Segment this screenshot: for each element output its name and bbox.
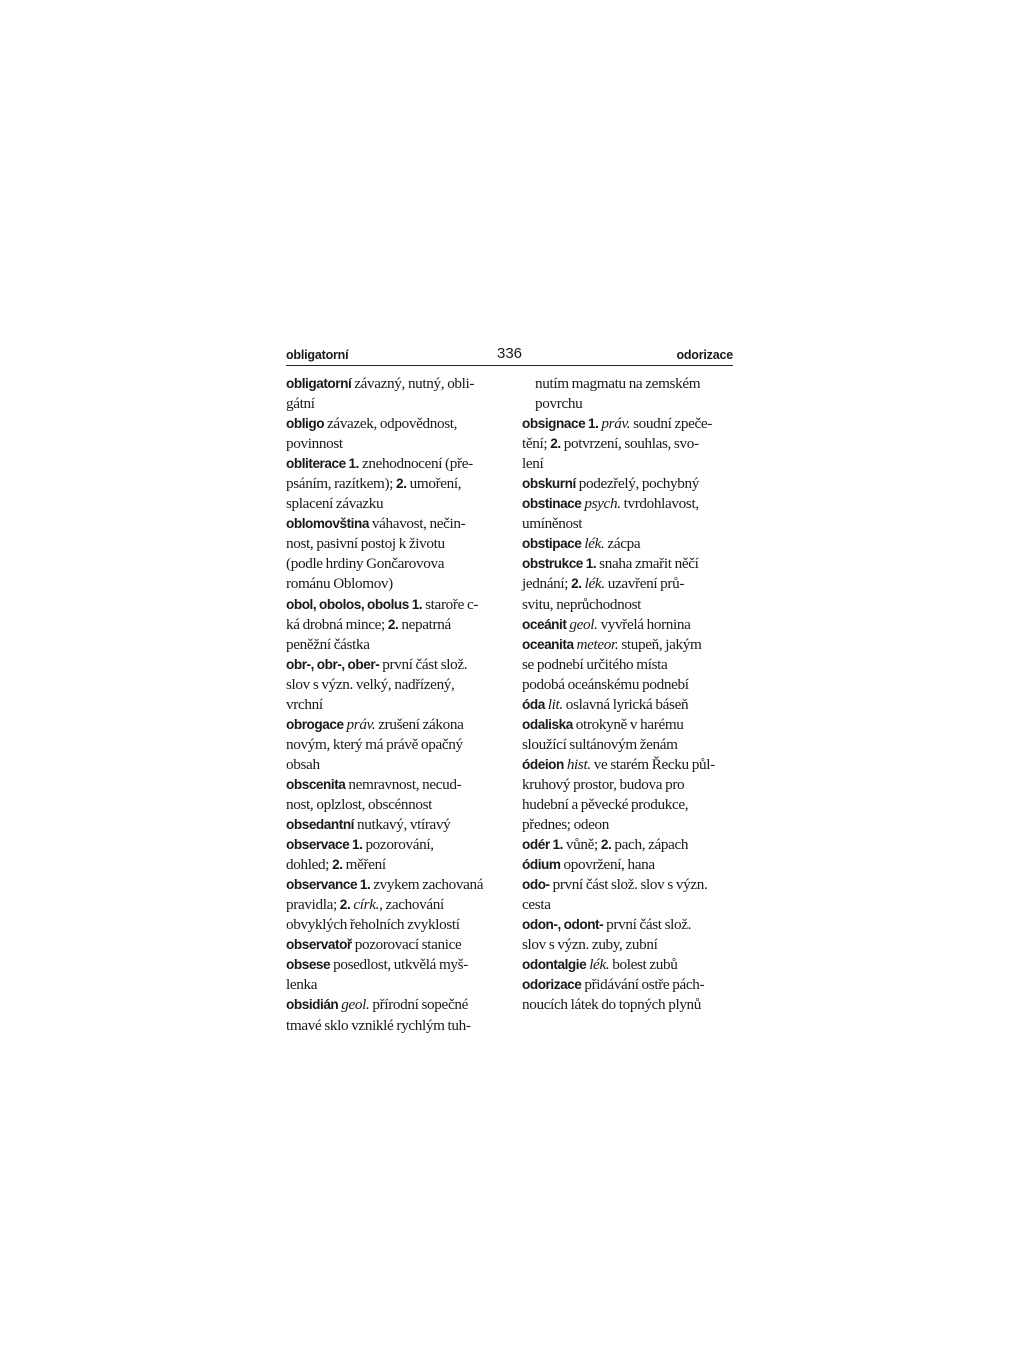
dictionary-entry [286, 715, 506, 775]
entry-line: hudební a pěvecké produkce, [522, 795, 689, 813]
dictionary-entry [286, 955, 506, 995]
dictionary-entry [522, 915, 734, 955]
entry-line: cesta [522, 896, 551, 914]
entry-line: obskurní podezřelý, pochybný [522, 475, 700, 493]
entry-line: odo- první část slož. slov s význ. [522, 876, 708, 894]
entry-line: observance 1. zvykem zachovaná [286, 876, 484, 894]
dictionary-entry [286, 835, 506, 875]
entry-line: obsignace 1. práv. soudní zpeče- [522, 415, 712, 433]
entry-line: odaliska otrokyně v harému [522, 715, 684, 733]
dictionary-entry [522, 534, 734, 554]
entry-line: oblomovština váhavost, nečin- [286, 515, 466, 533]
entry-line: tění; 2. potvrzení, souhlas, svo- [522, 435, 699, 453]
entry-line: obsese posedlost, utkvělá myš- [286, 956, 468, 974]
dictionary-entry [522, 414, 734, 474]
entry-line: obliterace 1. znehodnocení (pře- [286, 455, 473, 473]
entry-line: svitu, neprůchodnost [522, 595, 642, 613]
entry-line: obsidián geol. přírodní sopečné [286, 996, 468, 1014]
entry-line: slov s význ. velký, nadřízený, [286, 675, 455, 693]
entry-line: obr-, obr-, ober- první část slož. [286, 655, 468, 673]
entry-line: ódium opovržení, hana [522, 856, 655, 874]
entry-line: obligatorní závazný, nutný, obli- [286, 375, 475, 392]
dictionary-entry [522, 875, 734, 915]
continued-entry [522, 374, 734, 414]
entry-line: dohled; 2. měření [286, 856, 386, 874]
entry-line: tmavé sklo vzniklé rychlým tuh- [286, 1016, 471, 1034]
header-last-entry: odorizace [676, 348, 733, 362]
entry-line: sloužící sultánovým ženám [522, 735, 678, 753]
entry-line: novým, který má právě opačný [286, 735, 463, 753]
dictionary-entry [286, 935, 506, 955]
dictionary-entry [522, 715, 734, 755]
entry-line: (podle hrdiny Gončarovova [286, 555, 445, 573]
dictionary-entry [286, 815, 506, 835]
entry-line: oceánit geol. vyvřelá hornina [522, 615, 691, 633]
dictionary-entry [522, 474, 734, 494]
entry-line: vrchní [286, 695, 323, 713]
entry-line: jednání; 2. lék. uzavření prů- [522, 575, 685, 593]
entry-line: splacení závazku [286, 495, 384, 513]
entry-line: povrchu [535, 395, 583, 413]
dictionary-entry [286, 414, 506, 454]
entry-line: umíněnost [522, 515, 583, 533]
entry-line: obstinace psych. tvrdohlavost, [522, 495, 699, 513]
dictionary-entry [286, 875, 506, 935]
entry-line: obol, obolos, obolus 1. staroře c- [286, 595, 479, 613]
dictionary-entry [286, 374, 506, 414]
entry-line: lenka [286, 976, 318, 994]
entry-line: odér 1. vůně; 2. pach, zápach [522, 836, 689, 854]
dictionary-entry [286, 775, 506, 815]
dictionary-page [286, 343, 733, 1034]
entry-line: observace 1. pozorování, [286, 836, 434, 854]
right-column [522, 374, 734, 1016]
entry-line: odontalgie lék. bolest zubů [522, 956, 678, 974]
entry-line: ká drobná mince; 2. nepatrná [286, 615, 451, 633]
entry-line: óda lit. oslavná lyrická báseň [522, 695, 689, 713]
dictionary-entry [522, 494, 734, 534]
entry-line: povinnost [286, 435, 343, 453]
dictionary-entry [522, 855, 734, 875]
entry-line: gátní [286, 395, 315, 413]
left-column [286, 374, 506, 1036]
dictionary-entry [286, 995, 506, 1035]
entry-line: noucích látek do topných plynů [522, 996, 702, 1014]
entry-line: odorizace přidávání ostře pách- [522, 976, 705, 994]
dictionary-entry [522, 615, 734, 635]
entry-line: obstrukce 1. snaha zmařit něčí [522, 555, 699, 573]
dictionary-entry [522, 635, 734, 695]
entry-line: kruhový prostor, budova pro [522, 775, 685, 793]
dictionary-entry [522, 955, 734, 975]
running-header [286, 343, 733, 366]
entry-line: obsah [286, 755, 320, 773]
entry-line: slov s význ. zuby, zubní [522, 936, 658, 954]
entry-line: obsedantní nutkavý, vtíravý [286, 816, 451, 834]
dictionary-entry [522, 554, 734, 614]
entry-line: nost, pasivní postoj k životu [286, 535, 445, 553]
dictionary-entry [522, 835, 734, 855]
entry-line: oceanita meteor. stupeň, jakým [522, 635, 702, 653]
entry-line: románu Oblomov) [286, 575, 393, 593]
entry-line: ódeion hist. ve starém Řecku půl- [522, 755, 715, 773]
entry-line: obvyklých řeholních zvyklostí [286, 916, 460, 934]
dictionary-entry [286, 454, 506, 514]
header-first-entry: obligatorní [286, 348, 349, 362]
dictionary-entry [522, 755, 734, 835]
entry-line: psáním, razítkem); 2. umoření, [286, 475, 462, 493]
entry-line: pravidla; 2. círk., zachování [286, 896, 444, 914]
page-number: 336 [496, 345, 523, 362]
entry-line: observatoř pozorovací stanice [286, 936, 462, 954]
dictionary-entry [522, 975, 734, 1015]
entry-line: lení [522, 455, 544, 473]
dictionary-entry [286, 655, 506, 715]
entry-line: obrogace práv. zrušení zákona [286, 715, 464, 733]
entry-line: obscenita nemravnost, necud- [286, 775, 462, 793]
dictionary-entry [286, 514, 506, 594]
entry-line: odon-, odont- první část slož. [522, 916, 692, 934]
entry-line: nutím magmatu na zemském [535, 375, 701, 392]
entry-line: nost, oplzlost, obscénnost [286, 795, 433, 813]
dictionary-entry [522, 695, 734, 715]
entry-line: podobá oceánskému podnebí [522, 675, 689, 693]
entry-line: obstipace lék. zácpa [522, 535, 641, 553]
entry-line: přednes; odeon [522, 816, 609, 834]
entry-line: peněžní částka [286, 635, 370, 653]
entry-line: obligo závazek, odpovědnost, [286, 415, 458, 433]
entry-line: se podnebí určitého místa [522, 655, 668, 673]
dictionary-entry [286, 595, 506, 655]
